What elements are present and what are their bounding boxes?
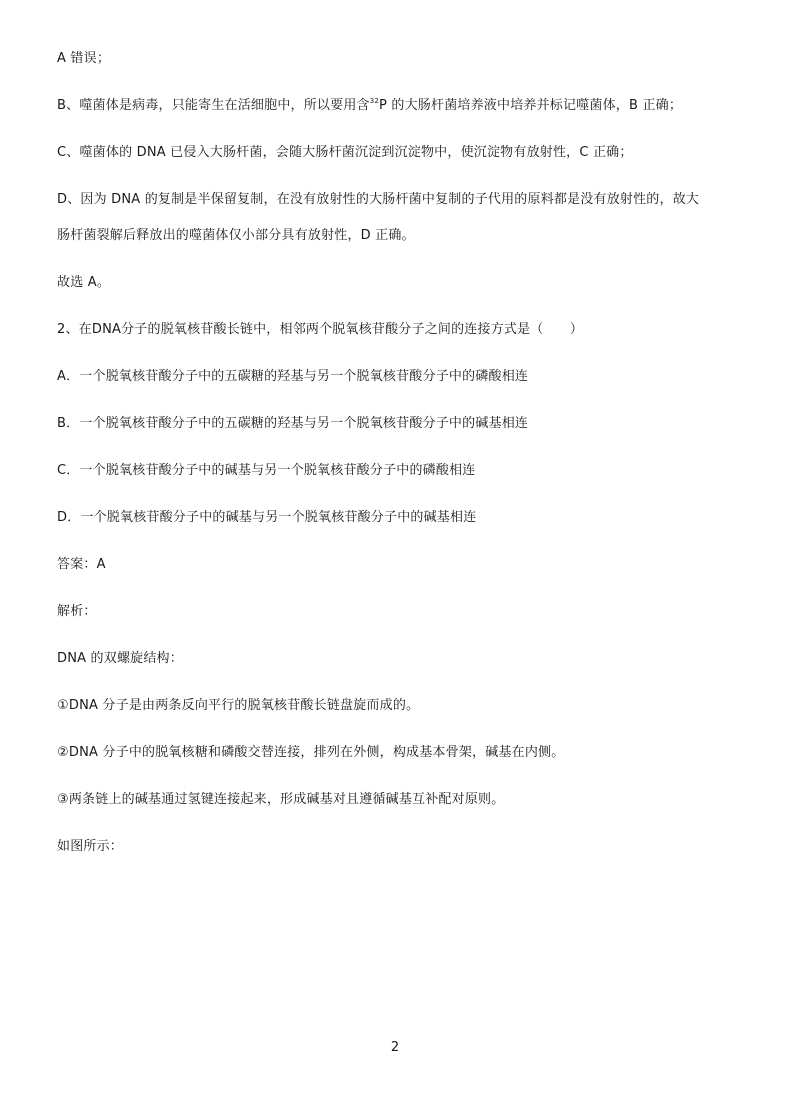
option-a-judgement: A 错误；	[57, 51, 111, 66]
question-2-stem: 2、在DNA分子的脱氧核苷酸长链中，相邻两个脱氧核苷酸分子之间的连接方式是（ ）	[57, 322, 584, 337]
structure-point-2: ②DNA 分子中的脱氧核糖和磷酸交替连接，排列在外侧，构成基本骨架，碱基在内侧。	[57, 745, 565, 760]
question-2-option-b: B．一个脱氧核苷酸分子中的五碳糖的羟基与另一个脱氧核苷酸分子中的碱基相连	[57, 416, 529, 431]
option-c-judgement: C、噬菌体的 DNA 已侵入大肠杆菌，会随大肠杆菌沉淀到沉淀物中，使沉淀物有放射性，C 正确；	[57, 145, 633, 160]
conclusion-choose-a: 故选 A。	[57, 275, 111, 290]
structure-point-1: ①DNA 分子是由两条反向平行的脱氧核苷酸长链盘旋而成的。	[57, 698, 420, 713]
answer-label: 答案：A	[57, 557, 106, 572]
option-d-judgement-line1: D、因为 DNA 的复制是半保留复制，在没有放射性的大肠杆菌中复制的子代用的原料都是没有放射性的，故大	[57, 192, 700, 207]
option-b-judgement	[57, 97, 757, 115]
isotope-superscript: 32	[369, 96, 380, 105]
dna-structure-heading: DNA 的双螺旋结构：	[57, 651, 183, 666]
option-b-text-part2: P 的大肠杆菌培养液中培养并标记噬菌体，B 正确；	[379, 98, 683, 113]
option-b-text-part1: B、噬菌体是病毒，只能寄生在活细胞中，所以要用含	[57, 98, 370, 113]
figure-intro: 如图所示：	[57, 839, 124, 854]
page-number: 2	[390, 1040, 400, 1055]
structure-point-3: ③两条链上的碱基通过氢键连接起来，形成碱基对且遵循碱基互补配对原则。	[57, 792, 505, 807]
analysis-label: 解析：	[57, 604, 97, 619]
question-2-option-c: C．一个脱氧核苷酸分子中的碱基与另一个脱氧核苷酸分子中的磷酸相连	[57, 463, 476, 478]
option-d-judgement-line2: 肠杆菌裂解后释放出的噬菌体仅小部分具有放射性，D 正确。	[57, 228, 415, 243]
question-2-option-a: A．一个脱氧核苷酸分子中的五碳糖的羟基与另一个脱氧核苷酸分子中的磷酸相连	[57, 369, 529, 384]
question-2-option-d: D．一个脱氧核苷酸分子中的碱基与另一个脱氧核苷酸分子中的碱基相连	[57, 510, 477, 525]
